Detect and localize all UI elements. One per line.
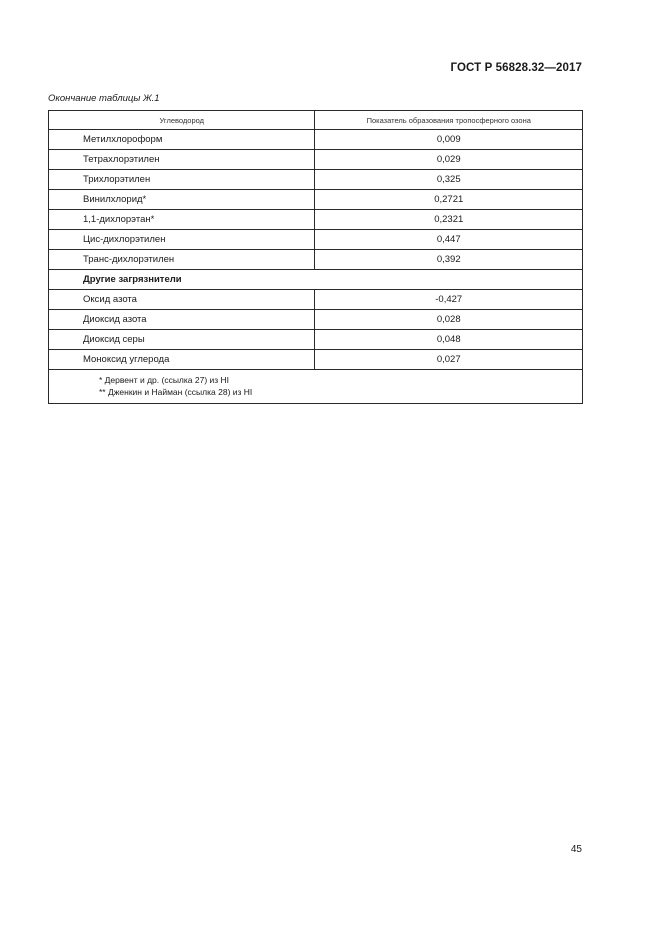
- ozone-index-value: 0,2321: [315, 210, 583, 230]
- table-header-row: [49, 111, 583, 130]
- pollutant-name: Моноксид углерода: [49, 350, 315, 370]
- hydrocarbon-name: 1,1-дихлорэтан*: [49, 210, 315, 230]
- table-row: [49, 290, 583, 310]
- table-row: [49, 230, 583, 250]
- ozone-index-value: 0,009: [315, 130, 583, 150]
- hydrocarbon-name: Метилхлороформ: [49, 130, 315, 150]
- column-header-hydrocarbon: Углеводород: [49, 111, 315, 130]
- table-caption: Окончание таблицы Ж.1: [48, 93, 160, 104]
- ozone-formation-table: [48, 110, 583, 404]
- hydrocarbon-name: Цис-дихлорэтилен: [49, 230, 315, 250]
- section-header-row: [49, 270, 583, 290]
- footnote: ** Дженкин и Найман (ссылка 28) из НI: [99, 387, 253, 397]
- table-notes: [49, 370, 583, 404]
- table-row: [49, 310, 583, 330]
- column-header-ozone-index: Показатель образования тропосферного озона: [315, 111, 583, 130]
- ozone-index-value: 0,447: [315, 230, 583, 250]
- page-number: 45: [570, 844, 582, 855]
- ozone-index-value: 0,2721: [315, 190, 583, 210]
- ozone-index-value: 0,392: [315, 250, 583, 270]
- hydrocarbon-name: Винилхлорид*: [49, 190, 315, 210]
- pollutant-name: Диоксид азота: [49, 310, 315, 330]
- table-notes-row: [49, 370, 583, 404]
- hydrocarbon-name: Трихлорэтилен: [49, 170, 315, 190]
- ozone-index-value: -0,427: [315, 290, 583, 310]
- table-row: [49, 210, 583, 230]
- table-row: [49, 190, 583, 210]
- ozone-index-value: 0,028: [315, 310, 583, 330]
- ozone-index-value: 0,325: [315, 170, 583, 190]
- table-row: [49, 330, 583, 350]
- ozone-index-value: 0,029: [315, 150, 583, 170]
- hydrocarbon-name: Транс-дихлорэтилен: [49, 250, 315, 270]
- table-row: [49, 170, 583, 190]
- table-row: [49, 350, 583, 370]
- pollutant-name: Диоксид серы: [49, 330, 315, 350]
- table-row: [49, 150, 583, 170]
- hydrocarbon-name: Тетрахлорэтилен: [49, 150, 315, 170]
- table-row: [49, 250, 583, 270]
- ozone-index-value: 0,048: [315, 330, 583, 350]
- pollutant-name: Оксид азота: [49, 290, 315, 310]
- document-code: ГОСТ Р 56828.32—2017: [450, 62, 582, 74]
- footnote: * Дервент и др. (ссылка 27) из НI: [99, 375, 230, 385]
- ozone-index-value: 0,027: [315, 350, 583, 370]
- section-title: Другие загрязнители: [49, 270, 583, 290]
- table-row: [49, 130, 583, 150]
